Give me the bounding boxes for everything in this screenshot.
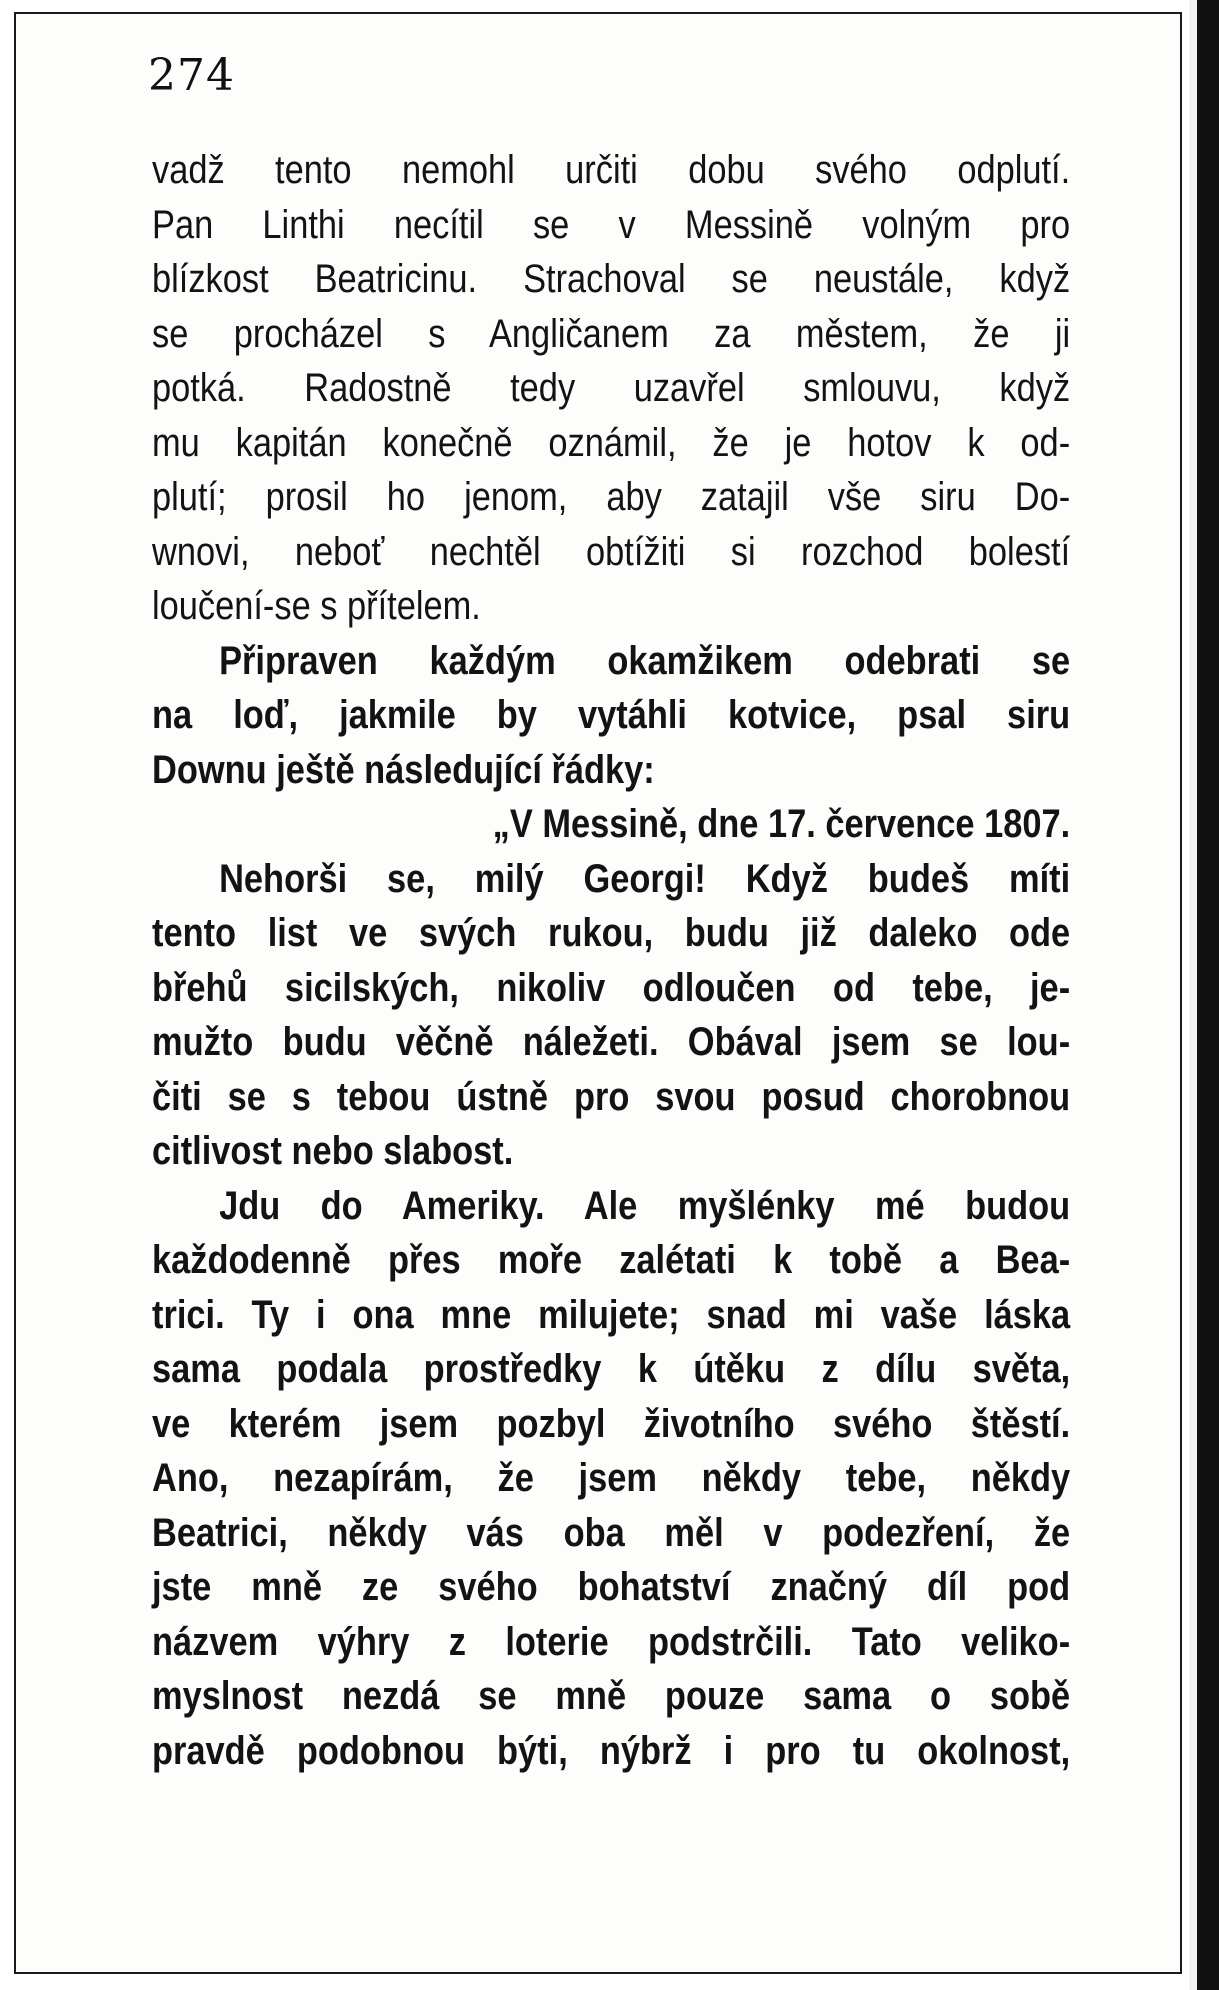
page-gutter [1189, 0, 1197, 1990]
text-line: trici. Ty i ona mne milujete; snad mi vaše láska [152, 1292, 1071, 1337]
text-line: se procházel s Angličanem za městem, že ji [152, 311, 1071, 356]
text-line: pravdě podobnou býti, nýbrž i pro tu okolnost, [152, 1728, 1071, 1773]
text-line: břehů sicilských, nikoliv odloučen od tebe, je- [152, 965, 1071, 1010]
text-line: blízkost Beatricinu. Strachoval se neustále, když [152, 257, 1071, 301]
text-line: citlivost nebo slabost. [152, 1129, 514, 1173]
text-line: loučení-se s přítelem. [152, 584, 481, 628]
text-line: plutí; prosil ho jenom, aby zatajil vše siru Do- [152, 475, 1071, 519]
text-line: wnovi, neboť nechtěl obtížiti si rozchod bolestí [152, 529, 1071, 574]
text-line: mu kapitán konečně oznámil, že je hotov k od- [152, 420, 1071, 465]
text-line: názvem výhry z loterie podstrčili. Tato veliko- [152, 1619, 1071, 1664]
text-line: Ano, nezapírám, že jsem někdy tebe, někdy [152, 1456, 1071, 1500]
text-line: jste mně ze svého bohatství značný díl pod [152, 1565, 1071, 1609]
text-line: tento list ve svých rukou, budu již daleko ode [152, 911, 1071, 955]
text-line: vadž tento nemohl určiti dobu svého odplutí. [152, 148, 1071, 192]
text-line: Nehorši se, milý Georgi! Když budeš míti [219, 856, 1071, 901]
text-line: mužto budu věčně náležeti. Obával jsem se lou- [152, 1020, 1071, 1064]
text-line: Pan Linthi necítil se v Messině volným pro [152, 202, 1071, 247]
text-line: na loď, jakmile by vytáhli kotvice, psal siru [152, 693, 1071, 737]
letter-dateline: „V Messině, dne 17. července 1807. [492, 802, 1071, 846]
text-line: Downu ještě následující řádky: [152, 747, 655, 792]
text-line: každodenně přes moře zalétati k tobě a Bea- [152, 1238, 1071, 1282]
page-number: 274 [148, 50, 235, 101]
text-line: ve kterém jsem pozbyl životního svého štěstí. [152, 1401, 1071, 1446]
book-edge-shadow [1197, 0, 1219, 1990]
text-line: čiti se s tebou ústně pro svou posud chorobnou [152, 1074, 1071, 1119]
text-line: Jdu do Ameriky. Ale myšlénky mé budou [219, 1183, 1071, 1228]
text-line: myslnost nezdá se mně pouze sama o sobě [152, 1674, 1071, 1718]
body-text [152, 143, 1070, 1778]
text-line: Připraven každým okamžikem odebrati se [219, 638, 1071, 683]
text-line: sama podala prostředky k útěku z dílu světa, [152, 1347, 1071, 1391]
text-line: potká. Radostně tedy uzavřel smlouvu, když [152, 366, 1071, 410]
text-line: Beatrici, někdy vás oba měl v podezření, že [152, 1510, 1071, 1555]
